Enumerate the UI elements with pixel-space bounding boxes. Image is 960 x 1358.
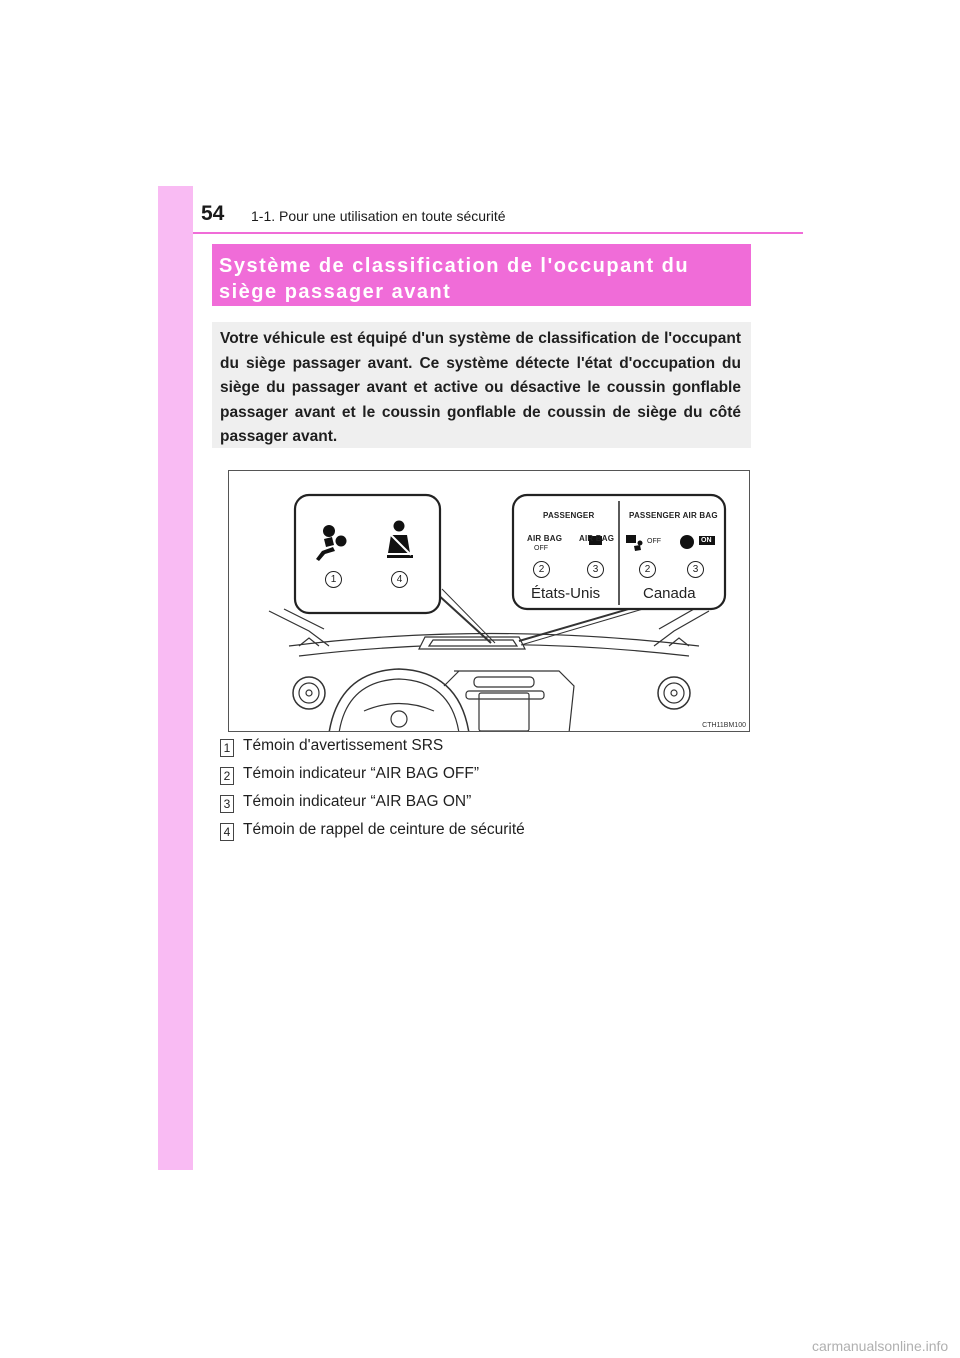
callout-3-canada: 3	[687, 561, 704, 578]
callout-4: 4	[391, 571, 408, 588]
figure-code: CTH11BM100	[702, 722, 746, 729]
usa-title: PASSENGER	[543, 511, 595, 520]
heading-line-2: siège passager avant	[219, 281, 452, 303]
callout-3-usa: 3	[587, 561, 604, 578]
item-number: 1	[220, 739, 234, 757]
item-text: Témoin de rappel de ceinture de sécurité	[243, 821, 525, 838]
item-text: Témoin d'avertissement SRS	[243, 737, 444, 754]
callout-1: 1	[325, 571, 342, 588]
canada-label: Canada	[643, 585, 696, 602]
canada-title: PASSENGER AIR BAG	[629, 511, 718, 520]
usa-airbag-off-label: AIR BAG	[527, 534, 563, 543]
page-number: 54	[201, 202, 225, 225]
watermark: carmanualsonline.info	[812, 1338, 949, 1354]
item-text: Témoin indicateur “AIR BAG ON”	[243, 793, 472, 810]
usa-on-badge: ON	[591, 546, 602, 553]
item-number: 2	[220, 767, 234, 785]
section-title: 1-1. Pour une utilisation en toute sécurité	[251, 208, 506, 224]
usa-airbag-on-label: AIR BAG	[579, 534, 615, 543]
callout-2-canada: 2	[639, 561, 656, 578]
canada-on-badge: ON	[701, 537, 712, 544]
heading-line-1: Système de classification de l'occupant du	[219, 255, 690, 277]
header-divider	[193, 232, 803, 234]
item-number: 3	[220, 795, 234, 813]
callout-2-usa: 2	[533, 561, 550, 578]
pink-sidebar	[158, 186, 193, 1170]
usa-off-label: OFF	[534, 545, 548, 552]
intro-box	[212, 322, 751, 448]
canada-off-label: OFF	[647, 538, 661, 545]
section-heading	[212, 244, 751, 306]
dashboard-illustration	[228, 470, 750, 732]
intro-text: Votre véhicule est équipé d'un système de classification de l'occupant du siège passager avant. Ce système détecte l'état d'occupation du siège du passager avant et active ou désactive le coussin gonflable passager avant et le coussin gonflable de coussin de siège du côté passager avant.	[220, 330, 741, 446]
item-number: 4	[220, 823, 234, 841]
item-text: Témoin indicateur “AIR BAG OFF”	[243, 765, 480, 782]
usa-label: États-Unis	[531, 585, 601, 602]
